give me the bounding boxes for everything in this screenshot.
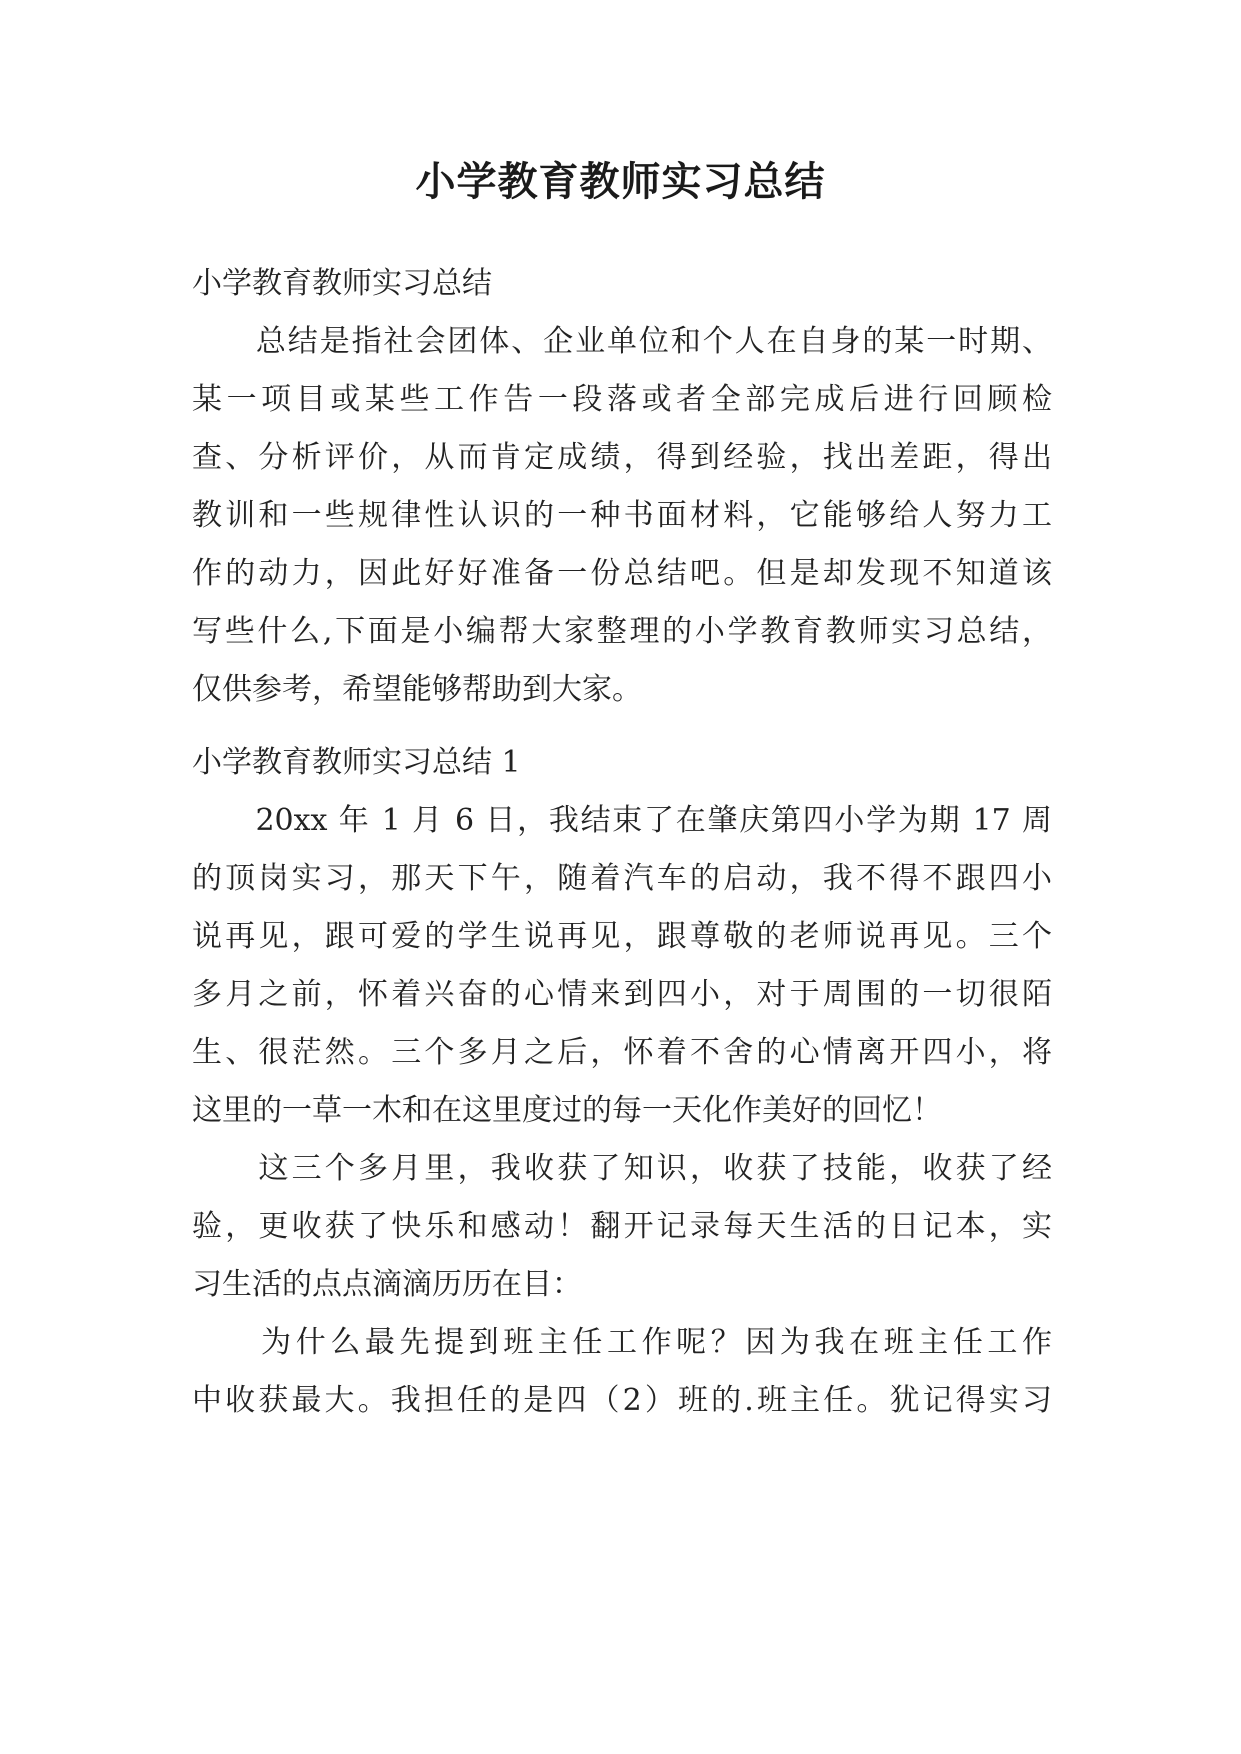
paragraph-line: 写些什么,下面是小编帮大家整理的小学教育教师实习总结， xyxy=(192,614,1052,649)
paragraph-line: 作的动力，因此好好准备一份总结吧。但是却发现不知道该 xyxy=(192,556,1052,591)
paragraph-line: 总结是指社会团体、企业单位和个人在自身的某一时期、 xyxy=(192,324,1052,359)
paragraph-line: 查、分析评价，从而肯定成绩，得到经验，找出差距，得出 xyxy=(192,440,1052,475)
section1-heading-block xyxy=(192,734,1052,792)
paragraph-line: 教训和一些规律性认识的一种书面材料，它能够给人努力工 xyxy=(192,498,1052,533)
paragraph-line: 多月之前，怀着兴奋的心情来到四小，对于周围的一切很陌 xyxy=(192,977,1052,1012)
paragraph-line: 说再见，跟可爱的学生说再见，跟尊敬的老师说再见。三个 xyxy=(192,919,1052,954)
paragraph-line: 中收获最大。我担任的是四（2）班的.班主任。犹记得实习 xyxy=(192,1383,1052,1418)
section1-heading: 小学教育教师实习总结 1 xyxy=(192,745,521,780)
section1-paragraph-2 xyxy=(192,1140,1052,1314)
section1-paragraph-3 xyxy=(192,1314,1052,1430)
paragraph-line: 仅供参考，希望能够帮助到大家。 xyxy=(192,672,642,707)
paragraph-line: 为什么最先提到班主任工作呢？因为我在班主任工作 xyxy=(192,1325,1052,1360)
paragraph-line: 习生活的点点滴滴历历在目： xyxy=(192,1267,582,1302)
paragraph-line: 的顶岗实习，那天下午，随着汽车的启动，我不得不跟四小 xyxy=(192,861,1052,896)
paragraph-line: 验，更收获了快乐和感动！翻开记录每天生活的日记本，实 xyxy=(192,1209,1052,1244)
paragraph-line: 这三个多月里，我收获了知识，收获了技能，收获了经 xyxy=(192,1151,1052,1186)
paragraph-line: 这里的一草一木和在这里度过的每一天化作美好的回忆！ xyxy=(192,1093,942,1128)
section1-paragraph-1 xyxy=(192,792,1052,1140)
intro-heading: 小学教育教师实习总结 xyxy=(192,266,492,301)
intro-heading-block xyxy=(192,255,1052,313)
document-title: 小学教育教师实习总结 xyxy=(415,158,826,205)
paragraph-line: 生、很茫然。三个多月之后，怀着不舍的心情离开四小，将 xyxy=(192,1035,1052,1070)
intro-paragraph xyxy=(192,313,1052,719)
paragraph-line: 某一项目或某些工作告一段落或者全部完成后进行回顾检 xyxy=(192,382,1052,417)
paragraph-line: 20xx 年 1 月 6 日，我结束了在肇庆第四小学为期 17 周 xyxy=(192,803,1052,838)
